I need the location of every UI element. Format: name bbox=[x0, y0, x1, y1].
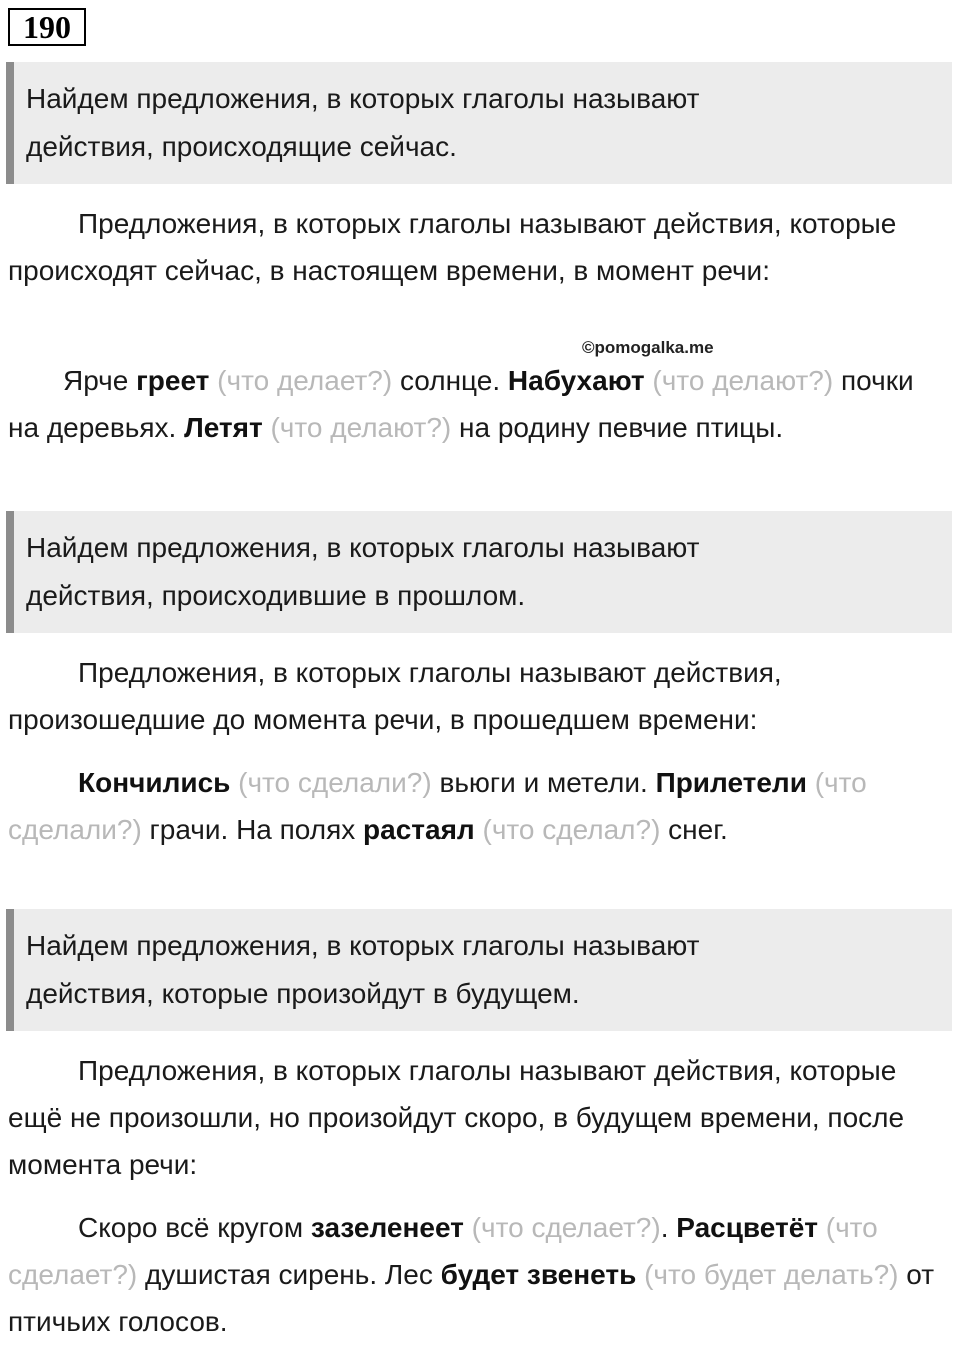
question-hint: (что сделает?) bbox=[463, 1212, 661, 1243]
example-text: Скоро всё кругом bbox=[78, 1212, 311, 1243]
verb: греет bbox=[136, 365, 210, 396]
example-text: солнце. bbox=[392, 365, 508, 396]
explanation-present: Предложения, в которых глаголы называют действия, которые происходят сейчас, в настоящем времени, в момент речи: bbox=[8, 208, 897, 286]
note-line: Найдем предложения, в которых глаголы называют bbox=[26, 930, 700, 961]
note-line: действия, происходящие сейчас. bbox=[26, 131, 457, 162]
verb: Расцветёт bbox=[676, 1212, 818, 1243]
question-hint: (что делают?) bbox=[644, 365, 834, 396]
example-future bbox=[8, 1204, 948, 1345]
task-note-present bbox=[6, 62, 952, 184]
verb: Прилетели bbox=[655, 767, 807, 798]
example-text: снег. bbox=[660, 814, 728, 845]
verb: зазеленеет bbox=[310, 1212, 464, 1243]
question-hint: (что сделает?) bbox=[8, 1212, 878, 1290]
note-line: Найдем предложения, в которых глаголы называют bbox=[26, 83, 700, 114]
task-note-past bbox=[6, 511, 952, 633]
example-text: грачи. На полях bbox=[141, 814, 364, 845]
example-present bbox=[8, 357, 948, 451]
explanation-past: Предложения, в которых глаголы называют действия, произошедшие до момента речи, в прошедшем времени: bbox=[8, 657, 782, 735]
note-line: действия, происходившие в прошлом. bbox=[26, 580, 526, 611]
question-hint: (что делают?) bbox=[262, 412, 452, 443]
example-text: почки на деревьях. bbox=[8, 365, 914, 443]
watermark: ©pomogalka.me bbox=[582, 338, 714, 357]
exercise-number: 190 bbox=[8, 8, 86, 46]
verb: будет звенеть bbox=[440, 1259, 637, 1290]
explanation-future: Предложения, в которых глаголы называют действия, которые ещё не произошли, но произойдут скоро, в будущем времени, после момента речи: bbox=[8, 1055, 905, 1180]
question-hint: (что сделали?) bbox=[8, 767, 867, 845]
example-text: на родину певчие птицы. bbox=[451, 412, 784, 443]
note-line: действия, которые произойдут в будущем. bbox=[26, 978, 580, 1009]
example-text: . bbox=[660, 1212, 677, 1243]
verb: Кончились bbox=[78, 767, 231, 798]
verb: Летят bbox=[184, 412, 263, 443]
example-past bbox=[8, 759, 948, 853]
example-text: вьюги и метели. bbox=[431, 767, 656, 798]
question-hint: (что будет делать?) bbox=[636, 1259, 899, 1290]
question-hint: (что делает?) bbox=[209, 365, 393, 396]
example-text: душистая сирень. Лес bbox=[137, 1259, 441, 1290]
note-line: Найдем предложения, в которых глаголы называют bbox=[26, 532, 700, 563]
question-hint: (что сделали?) bbox=[230, 767, 432, 798]
example-text: Ярче bbox=[63, 365, 137, 396]
verb: растаял bbox=[363, 814, 475, 845]
task-note-future bbox=[6, 909, 952, 1031]
example-text: от птичьих голосов. bbox=[8, 1259, 935, 1337]
verb: Набухают bbox=[507, 365, 645, 396]
question-hint: (что сделал?) bbox=[474, 814, 661, 845]
